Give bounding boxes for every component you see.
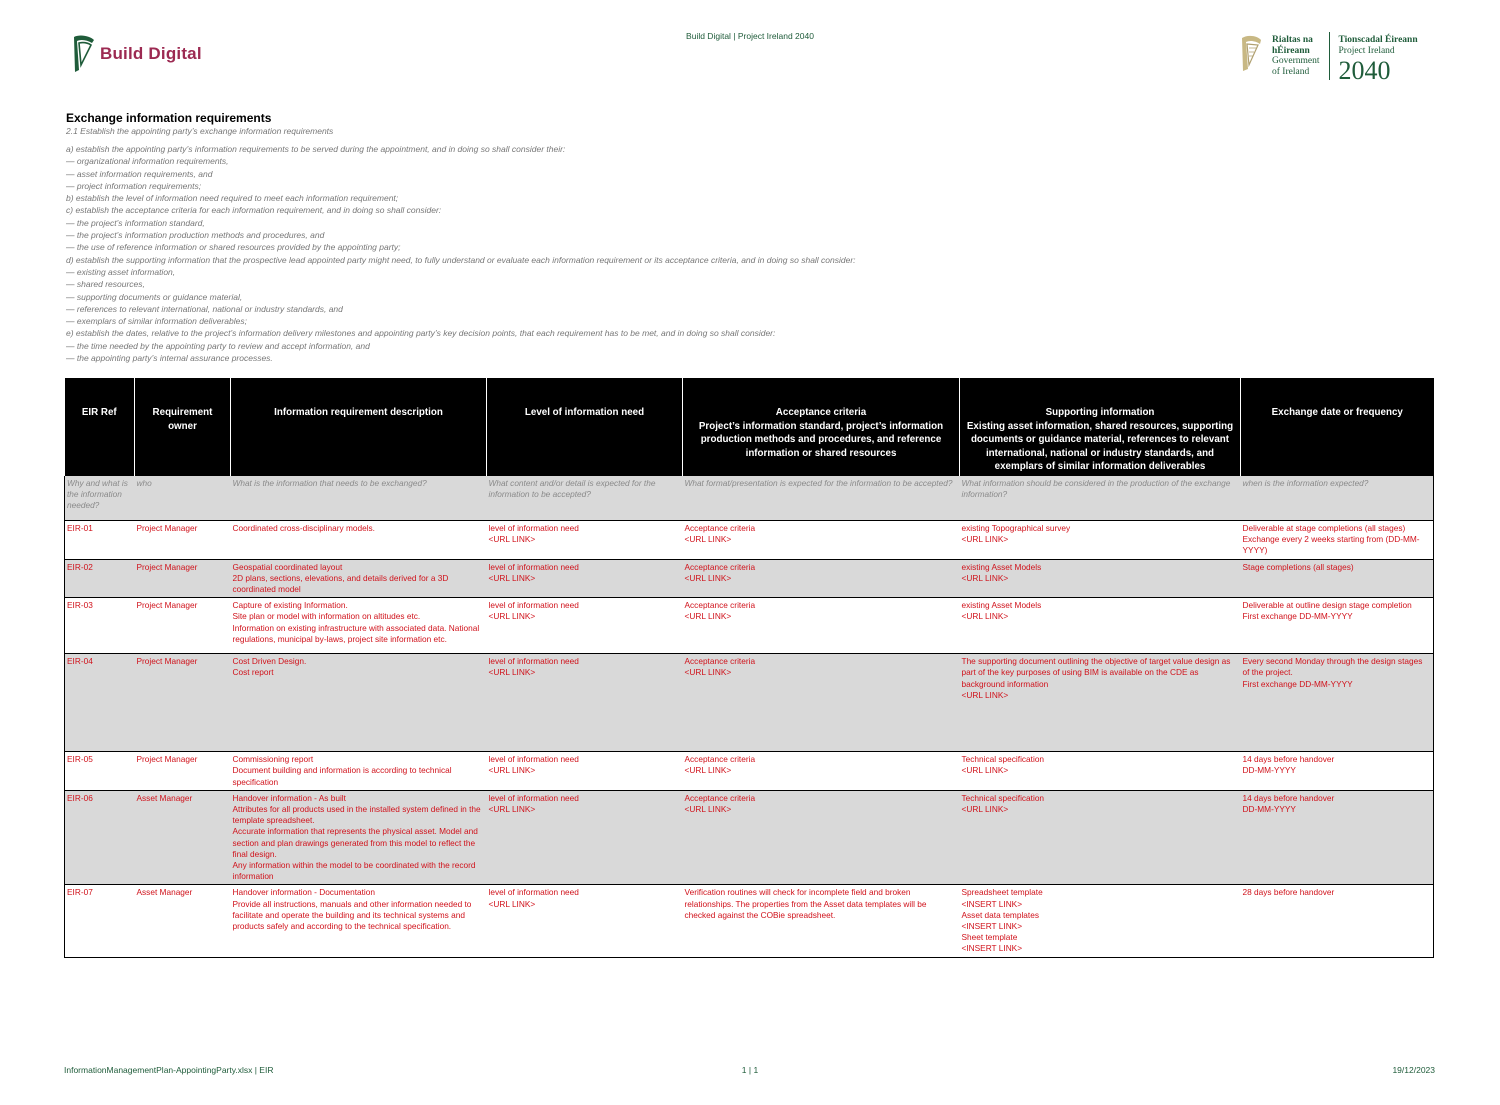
cell-line: Deliverable at outline design stage completion <box>1242 600 1412 611</box>
pi-line: Project Ireland <box>1338 45 1395 56</box>
cell-line: Technical specification <box>961 792 1045 803</box>
cell-line: Acceptance criteria <box>684 561 756 572</box>
cell-description <box>231 790 487 885</box>
page-subtitle: 2.1 Establish the appointing party’s exchange information requirements <box>66 126 334 136</box>
footer-date: 19/12/2023 <box>1392 1065 1435 1075</box>
column-header-line: Project’s information standard, project’s information production methods and procedures, and reference information or shared resources <box>698 420 944 459</box>
cell-line: level of information need <box>488 561 579 572</box>
cell-supporting <box>960 790 1241 885</box>
table-row <box>65 654 1434 752</box>
cell-line: Acceptance criteria <box>684 754 756 765</box>
cell-level <box>487 752 683 791</box>
cell-line: <URL LINK> <box>961 534 1009 545</box>
cell-line: <URL LINK> <box>488 804 536 815</box>
cell-line: Spreadsheet template <box>961 887 1043 898</box>
requirement-line: — the project’s information production methods and procedures, and <box>66 230 325 241</box>
cell-line: level of information need <box>488 600 579 611</box>
cell-level <box>487 521 683 560</box>
column-header-line: Information requirement description <box>274 407 443 418</box>
cell-line: level of information need <box>488 656 579 667</box>
cell-line: Any information within the model to be coordinated with the record information <box>232 860 476 882</box>
logo-text: Build Digital <box>100 44 202 63</box>
harp-icon <box>70 34 96 74</box>
hint-cell: What format/presentation is expected for the information to be accepted? <box>683 476 960 521</box>
table-row <box>65 885 1434 957</box>
cell-line: level of information need <box>488 523 579 533</box>
column-header <box>231 378 487 476</box>
cell-line: Technical specification <box>961 754 1045 765</box>
cell-line: <URL LINK> <box>684 667 732 678</box>
cell-line: Deliverable at stage completions (all stages) <box>1242 523 1406 533</box>
gov-line: Rialtas na <box>1272 35 1313 45</box>
cell-supporting <box>960 885 1241 957</box>
cell-exchange <box>1241 654 1434 752</box>
column-header <box>960 378 1241 476</box>
cell-description <box>231 752 487 791</box>
column-header-line: Existing asset information, shared resources, supporting documents or guidance material, references to relevant international, national or industry standards, and exemplars of similar information deliverables <box>966 420 1234 472</box>
cell-line: <URL LINK> <box>488 898 536 909</box>
cell-acceptance <box>683 521 960 560</box>
cell-line: <URL LINK> <box>684 572 732 583</box>
footer-page-number: 1 | 1 <box>741 1065 759 1075</box>
cell-line: existing Asset Models <box>961 561 1042 572</box>
cell-line: Verification routines will check for incomplete field and broken relationships. The properties from the Asset data templates will be checked against the COBie spreadsheet. <box>684 887 927 920</box>
cell-owner: Project Manager <box>135 521 231 560</box>
table-row <box>65 598 1434 654</box>
cell-line: <URL LINK> <box>488 534 536 545</box>
cell-line: Information on existing infrastructure with associated data. National regulations, municipal by-laws, project site information etc. <box>232 622 480 644</box>
hint-cell: who <box>135 476 231 521</box>
cell-line: First exchange DD-MM-YYYY <box>1242 611 1353 622</box>
cell-level <box>487 654 683 752</box>
column-header-line: Acceptance criteria <box>775 407 867 418</box>
cell-line: <URL LINK> <box>488 572 536 583</box>
build-digital-logo <box>70 34 202 74</box>
cell-ref: EIR-03 <box>65 598 135 654</box>
cell-line: 14 days before handover <box>1242 792 1335 803</box>
cell-line: 28 days before handover <box>1242 887 1335 898</box>
requirement-line: — the project’s information standard, <box>66 217 205 228</box>
cell-line: Sheet template <box>961 932 1018 943</box>
column-header-line: Supporting information <box>1045 407 1155 418</box>
cell-level <box>487 598 683 654</box>
cell-exchange <box>1241 885 1434 957</box>
cell-line: <URL LINK> <box>684 765 732 776</box>
requirement-line: e) establish the dates, relative to the project’s information delivery milestones and appointing party’s key decision points, that each requirement has to be met, and in doing so shall consider: <box>66 328 776 339</box>
requirement-line: — the use of reference information or shared resources provided by the appointing party; <box>66 242 401 253</box>
gov-text-block <box>1272 32 1320 77</box>
table-row <box>65 559 1434 598</box>
cell-line: Handover information - As built <box>232 792 346 803</box>
cell-acceptance <box>683 752 960 791</box>
cell-supporting <box>960 654 1241 752</box>
cell-line: <INSERT LINK> <box>961 943 1023 954</box>
cell-owner: Asset Manager <box>135 885 231 957</box>
cell-line: Acceptance criteria <box>684 656 756 667</box>
cell-exchange <box>1241 790 1434 885</box>
column-header <box>135 378 231 476</box>
table-header-row <box>65 378 1434 476</box>
cell-line: <URL LINK> <box>684 611 732 622</box>
column-header-line: Level of information need <box>524 407 645 418</box>
cell-exchange <box>1241 598 1434 654</box>
cell-line: Attributes for all products used in the installed system defined in the template spreadsheet. <box>232 804 481 826</box>
hint-cell: What information should be considered in the production of the exchange information? <box>960 476 1241 521</box>
cell-exchange <box>1241 752 1434 791</box>
cell-line: existing Asset Models <box>961 600 1042 611</box>
gov-line: Government <box>1272 56 1320 66</box>
cell-line: level of information need <box>488 792 579 803</box>
table-row <box>65 752 1434 791</box>
requirement-line: — shared resources, <box>66 279 145 290</box>
cell-line: <URL LINK> <box>961 572 1009 583</box>
government-logo <box>1236 32 1418 84</box>
cell-line: <URL LINK> <box>961 611 1009 622</box>
cell-line: <URL LINK> <box>684 534 732 545</box>
gov-harp-icon <box>1236 32 1264 74</box>
gov-line: hÉireann <box>1272 45 1310 56</box>
cell-line: DD-MM-YYYY <box>1242 765 1296 776</box>
eir-table <box>64 378 1434 958</box>
cell-line: <URL LINK> <box>488 765 536 776</box>
cell-line: <URL LINK> <box>961 689 1009 700</box>
pi-year: 2040 <box>1338 56 1391 85</box>
cell-line: level of information need <box>488 754 579 765</box>
table-row <box>65 521 1434 560</box>
cell-acceptance <box>683 885 960 957</box>
cell-level <box>487 790 683 885</box>
cell-line: 14 days before handover <box>1242 754 1335 765</box>
column-header-line: Requirement owner <box>152 407 213 432</box>
cell-line: First exchange DD-MM-YYYY <box>1242 678 1353 689</box>
cell-line: Capture of existing Information. <box>232 600 348 611</box>
cell-line: <INSERT LINK> <box>961 898 1023 909</box>
cell-ref: EIR-07 <box>65 885 135 957</box>
cell-line: Coordinated cross-disciplinary models. <box>232 523 375 533</box>
cell-acceptance <box>683 654 960 752</box>
cell-exchange <box>1241 559 1434 598</box>
cell-line: <URL LINK> <box>961 804 1009 815</box>
hint-cell: when is the information expected? <box>1241 476 1434 521</box>
cell-owner: Project Manager <box>135 598 231 654</box>
hint-cell: Why and what is the information needed? <box>65 476 135 521</box>
column-header <box>487 378 683 476</box>
cell-line: <URL LINK> <box>961 765 1009 776</box>
requirement-line: d) establish the supporting information that the prospective lead appointed party might need, to fully understand or evaluate each information requirement or its acceptance criteria, and in doing so shall consider: <box>66 254 856 265</box>
cell-line: Acceptance criteria <box>684 792 756 803</box>
cell-line: Provide all instructions, manuals and other information needed to facilitate and operate the building and its technical systems and products safely and according to the technical specification. <box>232 898 472 932</box>
cell-line: Acceptance criteria <box>684 523 756 533</box>
cell-line: Cost report <box>232 667 274 678</box>
cell-line: Document building and information is according to technical specification <box>232 765 452 787</box>
page-title: Exchange information requirements <box>66 111 272 125</box>
cell-line: Geospatial coordinated layout <box>232 561 343 572</box>
requirement-line: a) establish the appointing party’s information requirements to be served during the appointment, and in doing so shall consider their: <box>66 144 566 154</box>
cell-ref: EIR-01 <box>65 521 135 560</box>
cell-line: Commissioning report <box>232 754 314 765</box>
cell-line: Stage completions (all stages) <box>1242 561 1354 572</box>
cell-supporting <box>960 521 1241 560</box>
cell-supporting <box>960 752 1241 791</box>
cell-level <box>487 559 683 598</box>
table-row <box>65 790 1434 885</box>
cell-description <box>231 654 487 752</box>
cell-description <box>231 559 487 598</box>
requirement-line: b) establish the level of information need required to meet each information requirement; <box>66 193 399 204</box>
cell-level <box>487 885 683 957</box>
requirement-line: c) establish the acceptance criteria for each information requirement, and in doing so shall consider: <box>66 205 442 216</box>
cell-line: DD-MM-YYYY <box>1242 804 1296 815</box>
requirement-line: — the time needed by the appointing party to review and accept information, and <box>66 340 370 351</box>
cell-description <box>231 521 487 560</box>
requirement-line: — exemplars of similar information deliverables; <box>66 316 247 327</box>
cell-supporting <box>960 559 1241 598</box>
cell-ref: EIR-02 <box>65 559 135 598</box>
column-header <box>65 378 135 476</box>
cell-ref: EIR-06 <box>65 790 135 885</box>
table-hint-row <box>65 476 1434 521</box>
cell-line: Cost Driven Design. <box>232 656 307 667</box>
cell-line: <URL LINK> <box>488 611 536 622</box>
cell-line: existing Topographical survey <box>961 523 1071 533</box>
footer-filename: InformationManagementPlan-AppointingParty.xlsx | EIR <box>64 1065 274 1075</box>
cell-line: 2D plans, sections, elevations, and details derived for a 3D coordinated model <box>232 572 449 595</box>
cell-line: <URL LINK> <box>684 804 732 815</box>
cell-line: Accurate information that represents the physical asset. Model and section and plan drawings generated from this model to reflect the final design. <box>232 826 478 859</box>
cell-line: level of information need <box>488 887 579 898</box>
cell-owner: Asset Manager <box>135 790 231 885</box>
cell-description <box>231 885 487 957</box>
cell-acceptance <box>683 559 960 598</box>
requirement-line: — supporting documents or guidance material, <box>66 291 243 302</box>
cell-description <box>231 598 487 654</box>
requirement-line: — references to relevant international, national or industry standards, and <box>66 303 343 314</box>
requirements-text <box>66 143 1446 364</box>
cell-line: Exchange every 2 weeks starting from (DD-MM-YYYY) <box>1242 534 1420 556</box>
column-header <box>1241 378 1434 476</box>
cell-line: Every second Monday through the design stages of the project. <box>1242 656 1423 678</box>
requirement-line: — organizational information requirements, <box>66 156 229 167</box>
logo-divider <box>1329 32 1330 80</box>
cell-line: Handover information - Documentation <box>232 887 376 898</box>
cell-ref: EIR-04 <box>65 654 135 752</box>
requirement-line: — existing asset information, <box>66 266 176 277</box>
column-header-line: Exchange date or frequency <box>1271 407 1403 418</box>
cell-line: <INSERT LINK> <box>961 921 1023 932</box>
hint-cell: What is the information that needs to be exchanged? <box>231 476 487 521</box>
cell-line: <URL LINK> <box>488 667 536 678</box>
cell-owner: Project Manager <box>135 559 231 598</box>
project-ireland-block <box>1339 32 1418 84</box>
cell-acceptance <box>683 598 960 654</box>
requirement-line: — the appointing party’s internal assurance processes. <box>66 353 273 364</box>
cell-line: Asset data templates <box>961 909 1039 920</box>
cell-line: Acceptance criteria <box>684 600 756 611</box>
cell-owner: Project Manager <box>135 752 231 791</box>
hint-cell: What content and/or detail is expected for the information to be accepted? <box>487 476 683 521</box>
requirement-line: — project information requirements; <box>66 180 202 191</box>
column-header <box>683 378 960 476</box>
header-center-text: Build Digital | Project Ireland 2040 <box>686 31 814 41</box>
cell-line: The supporting document outlining the objective of target value design as part of the key purposes of using BIM is available on the CDE as background information <box>961 656 1231 689</box>
cell-ref: EIR-05 <box>65 752 135 791</box>
cell-supporting <box>960 598 1241 654</box>
gov-line: of Ireland <box>1272 66 1310 77</box>
requirement-line: — asset information requirements, and <box>66 168 213 179</box>
column-header-line: EIR Ref <box>81 407 117 418</box>
cell-owner: Project Manager <box>135 654 231 752</box>
cell-exchange <box>1241 521 1434 560</box>
pi-line: Tionscadal Éireann <box>1338 35 1418 45</box>
cell-line: Site plan or model with information on altitudes etc. <box>232 611 421 622</box>
cell-acceptance <box>683 790 960 885</box>
